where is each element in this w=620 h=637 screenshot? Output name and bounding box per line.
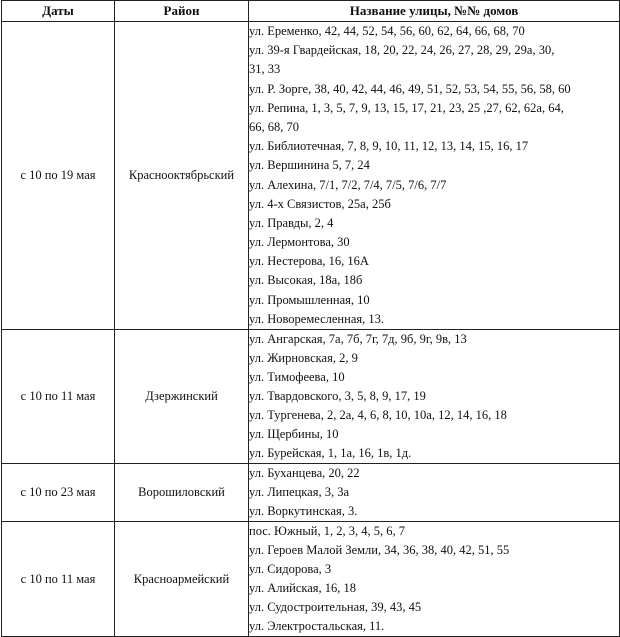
dates-cell: с 10 по 11 мая [2, 522, 115, 637]
table-row [2, 464, 620, 522]
street-line: 66, 68, 70 [249, 119, 299, 134]
header-row [2, 1, 620, 22]
street-line: ул. Твардовского, 3, 5, 8, 9, 17, 19 [249, 389, 426, 403]
street-line: ул. Бурейская, 1, 1а, 16, 1в, 1д. [249, 446, 412, 460]
street-line: 31, 33 [249, 62, 281, 77]
street-line: ул. Репина, 1, 3, 5, 7, 9, 13, 15, 17, 21, 23, 25 ,27, 62, 62а, 64, [249, 100, 564, 115]
street-line: ул. Алийская, 16, 18 [249, 581, 357, 595]
street-line: ул. 39-я Гвардейская, 18, 20, 22, 24, 26, 27, 28, 29, 29а, 30, [249, 43, 555, 58]
streets-cell [249, 464, 620, 522]
street-line: ул. Ангарская, 7а, 7б, 7г, 7д, 9б, 9г, 9в, 13 [249, 332, 467, 346]
street-line: ул. Алехина, 7/1, 7/2, 7/4, 7/5, 7/6, 7/7 [249, 177, 447, 192]
header-streets: Название улицы, №№ домов [249, 1, 620, 22]
dates-cell: с 10 по 11 мая [2, 330, 115, 464]
street-line: ул. Липецкая, 3, 3а [249, 485, 350, 499]
street-line: ул. Электростальская, 11. [249, 619, 385, 633]
district-cell: Краснооктябрьский [115, 22, 249, 330]
street-line: ул. Высокая, 18а, 18б [249, 273, 363, 288]
street-line: ул. Правды, 2, 4 [249, 215, 334, 230]
street-line: ул. Героев Малой Земли, 34, 36, 38, 40, 42, 51, 55 [249, 543, 510, 557]
header-district: Район [115, 1, 249, 22]
streets-cell [249, 330, 620, 464]
street-line: ул. Тимофеева, 10 [249, 370, 345, 384]
street-line: пос. Южный, 1, 2, 3, 4, 5, 6, 7 [249, 524, 405, 538]
street-line: ул. Новоремесленная, 13. [249, 311, 384, 326]
streets-cell [249, 22, 620, 330]
street-line: ул. Промышленная, 10 [249, 292, 370, 307]
street-line: ул. Жирновская, 2, 9 [249, 351, 358, 365]
table-row [2, 522, 620, 637]
street-line: ул. Еременко, 42, 44, 52, 54, 56, 60, 62, 64, 66, 68, 70 [249, 24, 525, 38]
street-line: ул. Нестерова, 16, 16А [249, 254, 369, 269]
street-line: ул. Судостроительная, 39, 43, 45 [249, 600, 422, 614]
street-line: ул. Щербины, 10 [249, 427, 339, 441]
street-line: ул. Буханцева, 20, 22 [249, 466, 360, 480]
street-line: ул. Р. Зорге, 38, 40, 42, 44, 46, 49, 51, 52, 53, 54, 55, 56, 58, 60 [249, 81, 571, 96]
street-line: ул. Воркутинская, 3. [249, 504, 358, 518]
dates-cell: с 10 по 23 мая [2, 464, 115, 522]
street-line: ул. Тургенева, 2, 2а, 4, 6, 8, 10, 10а, 12, 14, 16, 18 [249, 408, 507, 422]
district-cell: Красноармейский [115, 522, 249, 637]
street-line: ул. Лермонтова, 30 [249, 235, 350, 250]
street-line: ул. 4-х Связистов, 25а, 25б [249, 196, 391, 211]
table-row [2, 22, 620, 330]
street-line: ул. Вершинина 5, 7, 24 [249, 158, 370, 173]
district-cell: Ворошиловский [115, 464, 249, 522]
schedule-table [1, 0, 620, 637]
dates-cell: с 10 по 19 мая [2, 22, 115, 330]
header-dates: Даты [2, 1, 115, 22]
district-cell: Дзержинский [115, 330, 249, 464]
streets-cell [249, 522, 620, 637]
street-line: ул. Библиотечная, 7, 8, 9, 10, 11, 12, 13, 14, 15, 16, 17 [249, 139, 529, 154]
street-line: ул. Сидорова, 3 [249, 562, 332, 576]
table-row [2, 330, 620, 464]
